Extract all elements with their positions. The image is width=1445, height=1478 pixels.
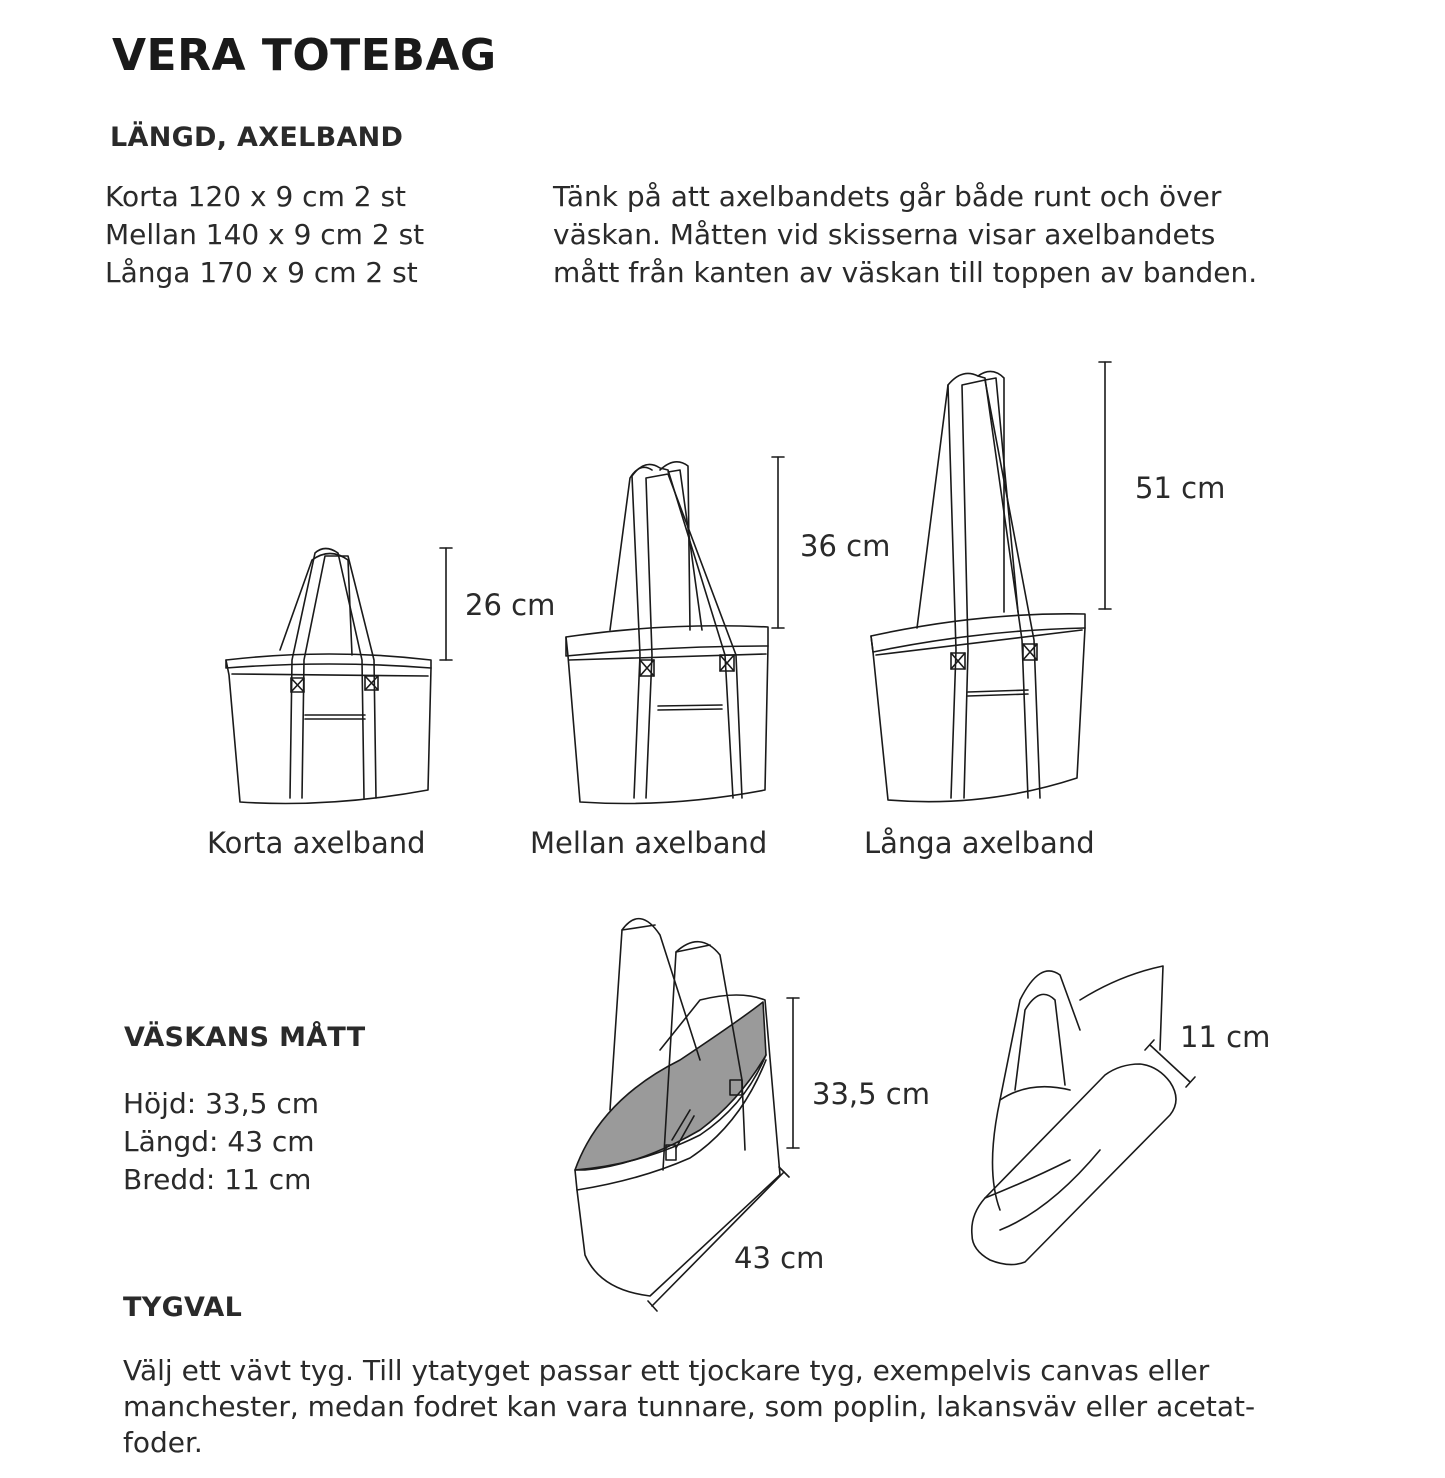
bag-size-list [123, 1085, 319, 1199]
fabric-text-line: foder. [123, 1426, 203, 1459]
bag-size-heading: VÄSKANS MÅTT [124, 1022, 366, 1053]
strap-length-short: Korta 120 x 9 cm 2 st [105, 180, 407, 213]
dimension-label-short: 26 cm [465, 588, 556, 622]
fabric-text-line: Välj ett vävt tyg. Till ytatyget passar ett tjockare tyg, exempelvis canvas eller [123, 1354, 1210, 1387]
bag-medium-straps-illustration [566, 462, 768, 804]
strap-note-line: Tänk på att axelbandets går både runt och över [553, 180, 1222, 213]
dimension-label-long: 51 cm [1135, 471, 1226, 505]
fabric-heading: TYGVAL [123, 1292, 243, 1323]
caption-medium-straps: Mellan axelband [530, 826, 768, 860]
strap-length-long: Långa 170 x 9 cm 2 st [105, 256, 418, 289]
strap-length-heading: LÄNGD, AXELBAND [110, 122, 404, 153]
bag-short-straps-illustration [226, 549, 431, 804]
dimension-bar-medium [772, 457, 784, 628]
fabric-text-line: manchester, medan fodret kan vara tunnare, som poplin, lakansväv eller acetat- [123, 1390, 1256, 1423]
dimension-bar-short [440, 548, 452, 660]
bag-width: Bredd: 11 cm [123, 1163, 312, 1196]
caption-long-straps: Långa axelband [864, 826, 1095, 860]
dimension-bar-height [787, 998, 799, 1148]
bag-length: Längd: 43 cm [123, 1125, 315, 1158]
dimension-label-height: 33,5 cm [812, 1077, 930, 1111]
fabric-text [123, 1353, 1255, 1461]
strap-length-medium: Mellan 140 x 9 cm 2 st [105, 218, 425, 251]
strap-note-line: mått från kanten av väskan till toppen av banden. [553, 256, 1258, 289]
bag-height: Höjd: 33,5 cm [123, 1087, 319, 1120]
dimension-bar-length [648, 1167, 789, 1311]
caption-short-straps: Korta axelband [207, 826, 426, 860]
strap-note-line: väskan. Måtten vid skisserna visar axelbandets [553, 218, 1216, 251]
bag-side-illustration [972, 966, 1176, 1265]
bag-long-straps-illustration [871, 371, 1085, 801]
dimension-label-width: 11 cm [1180, 1020, 1271, 1054]
dimension-label-length: 43 cm [734, 1241, 825, 1275]
page-title: VERA TOTEBAG [112, 30, 497, 81]
dimension-label-medium: 36 cm [800, 529, 891, 563]
bag-perspective-illustration [575, 919, 780, 1296]
dimension-bar-long [1099, 362, 1111, 609]
